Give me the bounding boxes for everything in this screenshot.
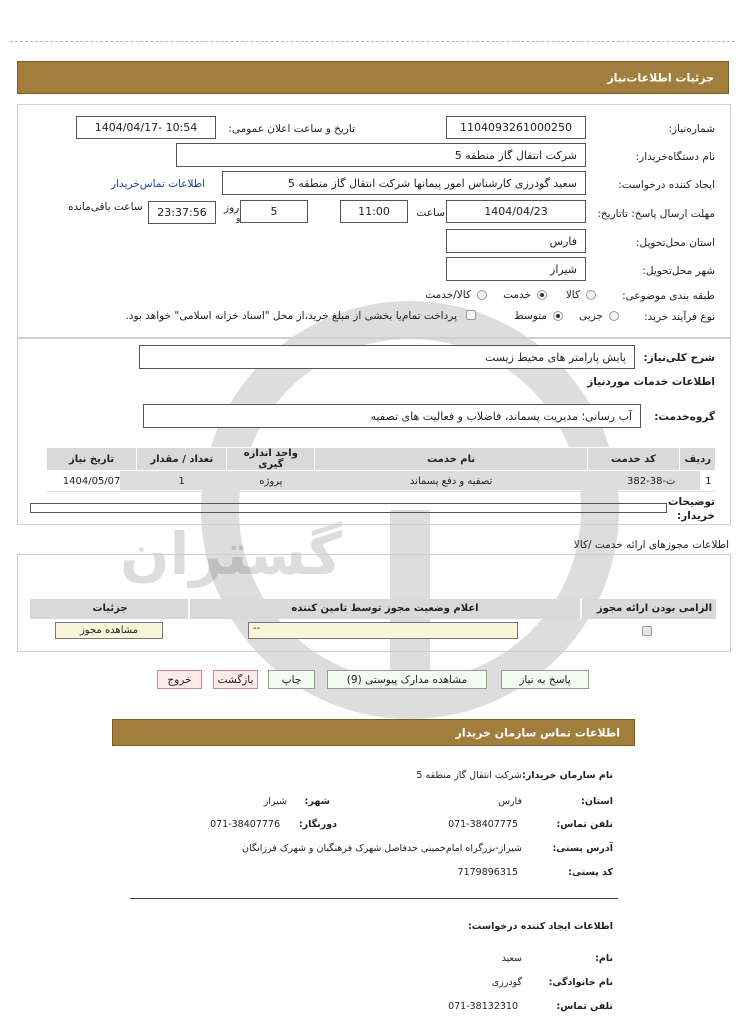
contact-city-value: شیراز xyxy=(263,796,287,807)
permits-title: اطلاعات مجوزهای ارائه خدمت /کالا xyxy=(573,539,729,551)
contact-province-value: فارس xyxy=(498,796,522,807)
process-minor-radio[interactable] xyxy=(609,311,619,321)
deadline-date-field: 1404/04/23 xyxy=(446,200,586,223)
contact-divider xyxy=(130,898,618,899)
first-name-value: سعید xyxy=(501,953,522,964)
cell-unit: پروژه xyxy=(227,471,315,492)
col-row: ردیف xyxy=(679,448,715,471)
buyer-notes-label-1: توضیحات xyxy=(667,496,715,508)
cell-service-name: تصفیه و دفع پسماند xyxy=(315,471,587,492)
contact-phone-value: 071-38407775 xyxy=(448,819,518,830)
cell-need-date: 1404/05/07 xyxy=(47,471,137,492)
category-goods-radio[interactable] xyxy=(586,290,596,300)
deadline-label: مهلت ارسال پاسخ: تاتاریخ: xyxy=(597,208,715,220)
city-field: شیراز xyxy=(446,257,586,281)
permits-header-divider-2 xyxy=(188,599,190,619)
payment-note: پرداخت تمام‌یا بخشی از مبلغ خرید،از محل "اسناد خزانه اسلامی" خواهد بود. xyxy=(125,310,457,322)
process-label: نوع فرآیند خرید: xyxy=(644,311,715,323)
contact-header-title: اطلاعات تماس سازمان خریدار xyxy=(455,726,620,739)
process-medium-radio[interactable] xyxy=(553,311,563,321)
announce-label: تاریخ و ساعت اعلان عمومی: xyxy=(228,123,355,135)
exit-button[interactable]: خروج xyxy=(157,670,202,689)
col-unit: واحد اندازه گیری xyxy=(227,448,315,471)
contact-province-label: استان: xyxy=(581,796,613,807)
contact-fax-label: دورنگار: xyxy=(298,819,337,830)
top-divider xyxy=(10,41,735,42)
last-name-label: نام خانوادگی: xyxy=(548,977,613,988)
contact-header xyxy=(112,719,635,746)
last-name-value: گودرزی xyxy=(491,977,522,988)
permit-required-header: الزامی بودن ارائه مجوز xyxy=(596,603,712,614)
permit-details-header: جزئیات xyxy=(92,603,128,614)
watermark-text: گستران xyxy=(120,520,342,588)
col-service-name: نام خدمت xyxy=(315,448,587,471)
address-value: شیراز-بزرگراه امام‌خمینی حدفاصل شهرک فرهنگیان و شهرک فرزانگان xyxy=(242,843,522,854)
category-goods-label: کالا xyxy=(565,289,580,301)
buyer-notes-field xyxy=(30,503,667,513)
permit-required-checkbox xyxy=(642,626,652,636)
category-label: طبقه بندی موضوعی: xyxy=(622,290,715,302)
services-table-header xyxy=(47,448,716,471)
contact-fax-value: 071-38407776 xyxy=(210,819,280,830)
creator-field: سعید گودرزی کارشناس امور پیمانها شرکت انتقال گاز منطقه 5 xyxy=(222,171,586,195)
creator-phone-label: تلفن تماس: xyxy=(556,1001,613,1012)
days-label: روز xyxy=(224,202,240,214)
postal-value: 7179896315 xyxy=(457,867,518,878)
category-both-label: کالا/خدمت xyxy=(425,289,471,301)
table-row xyxy=(47,471,716,492)
keywords-label: شرح کلی‌نیاز: xyxy=(643,352,715,364)
address-label: آدرس پستی: xyxy=(552,843,613,854)
permits-header-divider-1 xyxy=(580,599,582,619)
deadline-time-field: 11:00 xyxy=(340,200,408,223)
reply-button[interactable]: پاسخ به نیاز xyxy=(501,670,589,689)
province-label: استان محل‌تحویل: xyxy=(635,237,715,249)
payment-checkbox[interactable] xyxy=(466,310,476,320)
contact-phone-label: تلفن تماس: xyxy=(556,819,613,830)
col-need-date: تاریخ نیاز xyxy=(47,448,137,471)
process-minor-label: جزیی xyxy=(579,310,603,322)
permit-status-field[interactable]: -- xyxy=(248,622,518,639)
keywords-field: پایش پارامتر های محیط زیست xyxy=(139,345,635,369)
details-header-title: جزئیات اطلاعات‌نیاز xyxy=(607,71,714,84)
service-group-label: گروه‌خدمت: xyxy=(654,411,715,423)
need-number-label: شماره‌نیاز: xyxy=(668,123,715,135)
category-service-radio[interactable] xyxy=(537,290,547,300)
services-table xyxy=(46,447,716,492)
org-value: شرکت انتقال گاز منطقه 5 xyxy=(416,770,522,781)
contact-city-label: شهر: xyxy=(304,796,330,807)
creator-label: ایجاد کننده درخواست: xyxy=(618,179,715,191)
back-button[interactable]: بازگشت xyxy=(213,670,258,689)
cell-quantity: 1 xyxy=(137,471,227,492)
days-field: 5 xyxy=(240,200,308,223)
need-number-field: 1104093261000250 xyxy=(446,116,586,139)
details-header xyxy=(17,61,729,94)
services-title: اطلاعات خدمات موردنیاز xyxy=(587,376,715,388)
announce-field: 1404/04/17- 10:54 xyxy=(76,116,216,139)
city-label: شهر محل‌تحویل: xyxy=(642,265,715,277)
process-medium-label: متوسط xyxy=(514,310,547,322)
print-button[interactable]: چاپ xyxy=(268,670,315,689)
postal-label: کد پستی: xyxy=(568,867,613,878)
creator-info-title: اطلاعات ایجاد کننده درخواست: xyxy=(467,921,613,932)
buyer-label: نام دستگاه‌خریدار: xyxy=(635,151,715,163)
first-name-label: نام: xyxy=(595,953,613,964)
buyer-contact-link[interactable]: اطلاعات تماس‌خریدار xyxy=(111,178,205,190)
attachments-button[interactable]: مشاهده مدارک پیوستی (9) xyxy=(327,670,487,689)
category-service-label: خدمت xyxy=(503,289,531,301)
col-quantity: تعداد / مقدار xyxy=(137,448,227,471)
view-permit-button[interactable]: مشاهده مجوز xyxy=(55,622,163,639)
cell-row: 1 xyxy=(679,471,715,492)
col-service-code: کد خدمت xyxy=(587,448,679,471)
deadline-time-label: ساعت xyxy=(416,207,445,219)
days-and: و xyxy=(236,214,241,224)
buyer-notes-label-2: خریدار: xyxy=(677,510,715,522)
org-label: نام سازمان خریدار: xyxy=(522,770,613,781)
creator-phone-value: 071-38132310 xyxy=(448,1001,518,1012)
buyer-field: شرکت انتقال گاز منطقه 5 xyxy=(176,143,586,167)
category-both-radio[interactable] xyxy=(477,290,487,300)
remaining-label: ساعت باقی‌مانده xyxy=(68,201,143,213)
service-group-field: آب رسانی؛ مدیریت پسماند، فاضلاب و فعالیت های تصفیه xyxy=(143,404,641,428)
remaining-time-field: 23:37:56 xyxy=(148,201,216,224)
permit-status-header: اعلام وضعیت مجوز توسط تامین کننده xyxy=(291,603,479,614)
cell-service-code: ت-38-382 xyxy=(587,471,679,492)
province-field: فارس xyxy=(446,229,586,253)
